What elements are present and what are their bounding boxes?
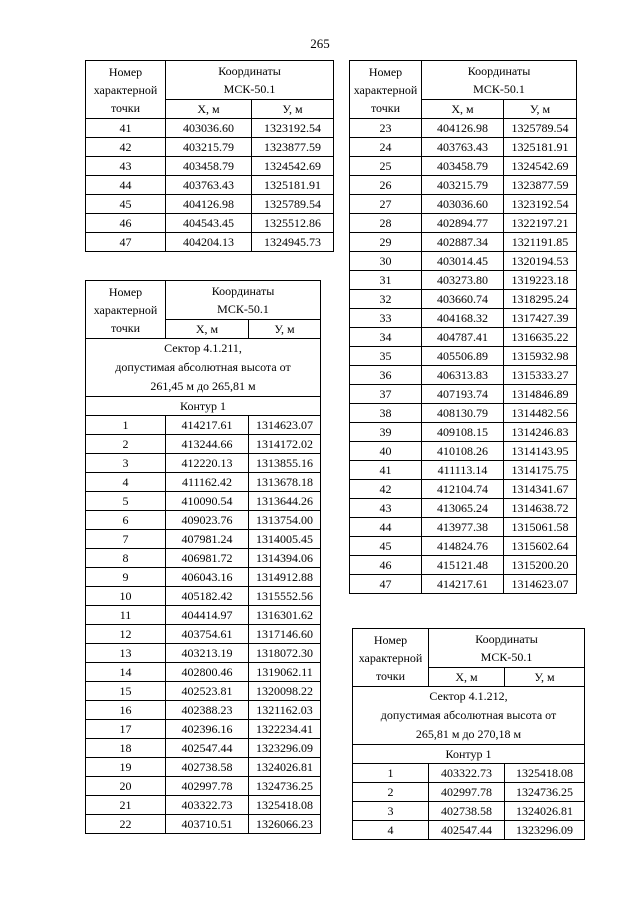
table-row bbox=[86, 157, 334, 176]
y-header: У, м bbox=[504, 100, 577, 119]
coordinates-header: Координаты МСК-50.1 bbox=[422, 61, 577, 100]
point-number-cell: 41 bbox=[86, 119, 166, 138]
table-row bbox=[86, 777, 321, 796]
sector-description: Сектор 4.1.211, допустимая абсолютная высота от 261,45 м до 265,81 м bbox=[86, 339, 321, 397]
x-coordinate-cell: 413977.38 bbox=[422, 518, 504, 537]
y-coordinate-cell: 1315333.27 bbox=[504, 366, 577, 385]
table-row bbox=[350, 119, 577, 138]
x-coordinate-cell: 402887.34 bbox=[422, 233, 504, 252]
x-coordinate-cell: 413065.24 bbox=[422, 499, 504, 518]
point-number-cell: 9 bbox=[86, 568, 166, 587]
table-row bbox=[350, 138, 577, 157]
x-coordinate-cell: 406313.83 bbox=[422, 366, 504, 385]
y-coordinate-cell: 1319062.11 bbox=[249, 663, 321, 682]
table-row bbox=[86, 606, 321, 625]
page-number: 265 bbox=[310, 36, 330, 51]
y-coordinate-cell: 1324026.81 bbox=[249, 758, 321, 777]
x-coordinate-cell: 403215.79 bbox=[166, 138, 252, 157]
x-coordinate-cell: 412220.13 bbox=[166, 454, 249, 473]
x-coordinate-cell: 406043.16 bbox=[166, 568, 249, 587]
table-row bbox=[350, 442, 577, 461]
point-number-cell: 45 bbox=[350, 537, 422, 556]
x-coordinate-cell: 406981.72 bbox=[166, 549, 249, 568]
point-number-cell: 15 bbox=[86, 682, 166, 701]
x-coordinate-cell: 410090.54 bbox=[166, 492, 249, 511]
table-row bbox=[353, 802, 585, 821]
x-coordinate-cell: 403213.19 bbox=[166, 644, 249, 663]
y-coordinate-cell: 1320098.22 bbox=[249, 682, 321, 701]
x-coordinate-cell: 411162.42 bbox=[166, 473, 249, 492]
point-number-cell: 41 bbox=[350, 461, 422, 480]
table-row bbox=[86, 720, 321, 739]
point-number-cell: 27 bbox=[350, 195, 422, 214]
y-coordinate-cell: 1323192.54 bbox=[504, 195, 577, 214]
x-coordinate-cell: 403763.43 bbox=[166, 176, 252, 195]
y-coordinate-cell: 1324542.69 bbox=[252, 157, 334, 176]
x-coordinate-cell: 402738.58 bbox=[166, 758, 249, 777]
coordinates-table-3 bbox=[349, 60, 577, 594]
point-number-cell: 12 bbox=[86, 625, 166, 644]
coordinates-table-1 bbox=[85, 60, 334, 252]
coordinates-table-2 bbox=[85, 280, 321, 834]
y-coordinate-cell: 1321162.03 bbox=[249, 701, 321, 720]
x-coordinate-cell: 403660.74 bbox=[422, 290, 504, 309]
point-number-cell: 8 bbox=[86, 549, 166, 568]
x-coordinate-cell: 403036.60 bbox=[422, 195, 504, 214]
table-row bbox=[86, 701, 321, 720]
point-number-cell: 47 bbox=[86, 233, 166, 252]
x-coordinate-cell: 403710.51 bbox=[166, 815, 249, 834]
x-coordinate-cell: 404168.32 bbox=[422, 309, 504, 328]
y-header: У, м bbox=[505, 668, 585, 687]
point-number-cell: 1 bbox=[86, 416, 166, 435]
table-row bbox=[86, 511, 321, 530]
point-number-cell: 43 bbox=[86, 157, 166, 176]
point-number-cell: 18 bbox=[86, 739, 166, 758]
point-number-cell: 20 bbox=[86, 777, 166, 796]
y-coordinate-cell: 1325512.86 bbox=[252, 214, 334, 233]
coordinates-header: Координаты МСК-50.1 bbox=[166, 61, 334, 100]
x-coordinate-cell: 404204.13 bbox=[166, 233, 252, 252]
point-number-cell: 32 bbox=[350, 290, 422, 309]
y-coordinate-cell: 1325418.08 bbox=[249, 796, 321, 815]
table-row bbox=[350, 404, 577, 423]
x-coordinate-cell: 411113.14 bbox=[422, 461, 504, 480]
y-coordinate-cell: 1324026.81 bbox=[505, 802, 585, 821]
point-number-cell: 35 bbox=[350, 347, 422, 366]
y-coordinate-cell: 1314246.83 bbox=[504, 423, 577, 442]
table-row bbox=[86, 176, 334, 195]
table-row bbox=[350, 518, 577, 537]
table-row bbox=[86, 138, 334, 157]
table-row bbox=[350, 328, 577, 347]
point-number-cell: 4 bbox=[353, 821, 429, 840]
x-header: X, м bbox=[166, 100, 252, 119]
x-coordinate-cell: 403458.79 bbox=[422, 157, 504, 176]
x-coordinate-cell: 402547.44 bbox=[429, 821, 505, 840]
x-coordinate-cell: 403322.73 bbox=[166, 796, 249, 815]
point-number-cell: 2 bbox=[353, 783, 429, 802]
table-row bbox=[86, 815, 321, 834]
point-number-cell: 42 bbox=[350, 480, 422, 499]
point-number-cell: 44 bbox=[350, 518, 422, 537]
table-row bbox=[350, 537, 577, 556]
table-row bbox=[86, 473, 321, 492]
point-number-cell: 11 bbox=[86, 606, 166, 625]
table-row bbox=[353, 783, 585, 802]
table-row bbox=[350, 556, 577, 575]
x-coordinate-cell: 404126.98 bbox=[422, 119, 504, 138]
point-number-cell: 19 bbox=[86, 758, 166, 777]
y-coordinate-cell: 1323877.59 bbox=[504, 176, 577, 195]
y-coordinate-cell: 1319223.18 bbox=[504, 271, 577, 290]
y-coordinate-cell: 1313678.18 bbox=[249, 473, 321, 492]
point-number-header: Номер характерной точки bbox=[350, 61, 422, 119]
table-row bbox=[350, 575, 577, 594]
table-row bbox=[350, 195, 577, 214]
y-coordinate-cell: 1317427.39 bbox=[504, 309, 577, 328]
point-number-cell: 7 bbox=[86, 530, 166, 549]
table-row bbox=[86, 195, 334, 214]
x-coordinate-cell: 403215.79 bbox=[422, 176, 504, 195]
y-header: У, м bbox=[249, 320, 321, 339]
x-coordinate-cell: 407981.24 bbox=[166, 530, 249, 549]
point-number-cell: 24 bbox=[350, 138, 422, 157]
point-number-cell: 16 bbox=[86, 701, 166, 720]
y-coordinate-cell: 1324945.73 bbox=[252, 233, 334, 252]
y-coordinate-cell: 1324736.25 bbox=[249, 777, 321, 796]
y-coordinate-cell: 1315200.20 bbox=[504, 556, 577, 575]
table-row bbox=[350, 366, 577, 385]
y-coordinate-cell: 1323877.59 bbox=[252, 138, 334, 157]
point-number-header: Номер характерной точки bbox=[86, 281, 166, 339]
point-number-header: Номер характерной точки bbox=[86, 61, 166, 119]
table-row bbox=[350, 309, 577, 328]
table-row bbox=[86, 758, 321, 777]
y-coordinate-cell: 1325181.91 bbox=[504, 138, 577, 157]
table-row bbox=[86, 625, 321, 644]
table-row bbox=[86, 682, 321, 701]
y-coordinate-cell: 1315061.58 bbox=[504, 518, 577, 537]
x-coordinate-cell: 402997.78 bbox=[166, 777, 249, 796]
table-row bbox=[86, 663, 321, 682]
y-coordinate-cell: 1314912.88 bbox=[249, 568, 321, 587]
x-coordinate-cell: 403322.73 bbox=[429, 764, 505, 783]
point-number-cell: 10 bbox=[86, 587, 166, 606]
y-coordinate-cell: 1322197.21 bbox=[504, 214, 577, 233]
x-coordinate-cell: 403014.45 bbox=[422, 252, 504, 271]
y-coordinate-cell: 1314005.45 bbox=[249, 530, 321, 549]
y-coordinate-cell: 1326066.23 bbox=[249, 815, 321, 834]
x-coordinate-cell: 414217.61 bbox=[166, 416, 249, 435]
y-coordinate-cell: 1313754.00 bbox=[249, 511, 321, 530]
x-coordinate-cell: 414217.61 bbox=[422, 575, 504, 594]
y-coordinate-cell: 1324542.69 bbox=[504, 157, 577, 176]
y-coordinate-cell: 1316635.22 bbox=[504, 328, 577, 347]
point-number-cell: 37 bbox=[350, 385, 422, 404]
point-number-cell: 46 bbox=[86, 214, 166, 233]
table-row bbox=[86, 530, 321, 549]
y-coordinate-cell: 1313855.16 bbox=[249, 454, 321, 473]
point-number-cell: 22 bbox=[86, 815, 166, 834]
x-coordinate-cell: 409023.76 bbox=[166, 511, 249, 530]
table-row bbox=[353, 821, 585, 840]
x-coordinate-cell: 403754.61 bbox=[166, 625, 249, 644]
coordinates-header: Координаты МСК-50.1 bbox=[429, 629, 585, 668]
table-row bbox=[350, 157, 577, 176]
point-number-cell: 1 bbox=[353, 764, 429, 783]
point-number-cell: 25 bbox=[350, 157, 422, 176]
y-header: У, м bbox=[252, 100, 334, 119]
y-coordinate-cell: 1314482.56 bbox=[504, 404, 577, 423]
y-coordinate-cell: 1314623.07 bbox=[249, 416, 321, 435]
x-coordinate-cell: 403458.79 bbox=[166, 157, 252, 176]
y-coordinate-cell: 1320194.53 bbox=[504, 252, 577, 271]
x-header: X, м bbox=[166, 320, 249, 339]
y-coordinate-cell: 1314175.75 bbox=[504, 461, 577, 480]
y-coordinate-cell: 1323296.09 bbox=[249, 739, 321, 758]
table-row bbox=[350, 271, 577, 290]
x-coordinate-cell: 402547.44 bbox=[166, 739, 249, 758]
y-coordinate-cell: 1325418.08 bbox=[505, 764, 585, 783]
x-coordinate-cell: 403036.60 bbox=[166, 119, 252, 138]
x-coordinate-cell: 402997.78 bbox=[429, 783, 505, 802]
table-row bbox=[350, 252, 577, 271]
y-coordinate-cell: 1314172.02 bbox=[249, 435, 321, 454]
y-coordinate-cell: 1315552.56 bbox=[249, 587, 321, 606]
x-header: X, м bbox=[429, 668, 505, 687]
table-row bbox=[86, 119, 334, 138]
point-number-cell: 3 bbox=[353, 802, 429, 821]
table-row bbox=[86, 416, 321, 435]
point-number-cell: 46 bbox=[350, 556, 422, 575]
point-number-cell: 14 bbox=[86, 663, 166, 682]
y-coordinate-cell: 1322234.41 bbox=[249, 720, 321, 739]
y-coordinate-cell: 1323296.09 bbox=[505, 821, 585, 840]
x-coordinate-cell: 407193.74 bbox=[422, 385, 504, 404]
y-coordinate-cell: 1314143.95 bbox=[504, 442, 577, 461]
x-coordinate-cell: 402388.23 bbox=[166, 701, 249, 720]
point-number-cell: 26 bbox=[350, 176, 422, 195]
table-row bbox=[350, 347, 577, 366]
x-coordinate-cell: 402523.81 bbox=[166, 682, 249, 701]
contour-label: Контур 1 bbox=[353, 745, 585, 764]
table-row bbox=[350, 290, 577, 309]
y-coordinate-cell: 1315932.98 bbox=[504, 347, 577, 366]
table-row bbox=[86, 568, 321, 587]
x-coordinate-cell: 408130.79 bbox=[422, 404, 504, 423]
point-number-cell: 23 bbox=[350, 119, 422, 138]
y-coordinate-cell: 1314846.89 bbox=[504, 385, 577, 404]
y-coordinate-cell: 1318295.24 bbox=[504, 290, 577, 309]
table-row bbox=[350, 214, 577, 233]
table-row bbox=[86, 796, 321, 815]
point-number-cell: 3 bbox=[86, 454, 166, 473]
point-number-cell: 39 bbox=[350, 423, 422, 442]
table-row bbox=[353, 764, 585, 783]
y-coordinate-cell: 1313644.26 bbox=[249, 492, 321, 511]
table-row bbox=[350, 499, 577, 518]
x-coordinate-cell: 405506.89 bbox=[422, 347, 504, 366]
x-coordinate-cell: 402894.77 bbox=[422, 214, 504, 233]
table-row bbox=[350, 480, 577, 499]
point-number-cell: 4 bbox=[86, 473, 166, 492]
x-coordinate-cell: 414824.76 bbox=[422, 537, 504, 556]
table-row bbox=[350, 233, 577, 252]
point-number-header: Номер характерной точки bbox=[353, 629, 429, 687]
x-coordinate-cell: 403763.43 bbox=[422, 138, 504, 157]
y-coordinate-cell: 1325789.54 bbox=[252, 195, 334, 214]
coordinates-header: Координаты МСК-50.1 bbox=[166, 281, 321, 320]
y-coordinate-cell: 1325789.54 bbox=[504, 119, 577, 138]
point-number-cell: 17 bbox=[86, 720, 166, 739]
y-coordinate-cell: 1317146.60 bbox=[249, 625, 321, 644]
table-row bbox=[86, 644, 321, 663]
x-coordinate-cell: 409108.15 bbox=[422, 423, 504, 442]
table-row bbox=[86, 587, 321, 606]
y-coordinate-cell: 1314638.72 bbox=[504, 499, 577, 518]
point-number-cell: 30 bbox=[350, 252, 422, 271]
point-number-cell: 6 bbox=[86, 511, 166, 530]
point-number-cell: 29 bbox=[350, 233, 422, 252]
y-coordinate-cell: 1314394.06 bbox=[249, 549, 321, 568]
contour-label: Контур 1 bbox=[86, 397, 321, 416]
coordinates-table-4 bbox=[352, 628, 585, 840]
x-header: X, м bbox=[422, 100, 504, 119]
point-number-cell: 45 bbox=[86, 195, 166, 214]
table-row bbox=[86, 492, 321, 511]
x-coordinate-cell: 402800.46 bbox=[166, 663, 249, 682]
x-coordinate-cell: 412104.74 bbox=[422, 480, 504, 499]
point-number-cell: 36 bbox=[350, 366, 422, 385]
point-number-cell: 38 bbox=[350, 404, 422, 423]
point-number-cell: 47 bbox=[350, 575, 422, 594]
table-row bbox=[86, 549, 321, 568]
y-coordinate-cell: 1315602.64 bbox=[504, 537, 577, 556]
table-row bbox=[350, 461, 577, 480]
y-coordinate-cell: 1316301.62 bbox=[249, 606, 321, 625]
y-coordinate-cell: 1318072.30 bbox=[249, 644, 321, 663]
table-row bbox=[350, 176, 577, 195]
point-number-cell: 5 bbox=[86, 492, 166, 511]
y-coordinate-cell: 1321191.85 bbox=[504, 233, 577, 252]
x-coordinate-cell: 402396.16 bbox=[166, 720, 249, 739]
point-number-cell: 44 bbox=[86, 176, 166, 195]
point-number-cell: 40 bbox=[350, 442, 422, 461]
x-coordinate-cell: 413244.66 bbox=[166, 435, 249, 454]
point-number-cell: 34 bbox=[350, 328, 422, 347]
point-number-cell: 42 bbox=[86, 138, 166, 157]
y-coordinate-cell: 1314341.67 bbox=[504, 480, 577, 499]
table-row bbox=[86, 233, 334, 252]
table-row bbox=[86, 454, 321, 473]
point-number-cell: 21 bbox=[86, 796, 166, 815]
y-coordinate-cell: 1314623.07 bbox=[504, 575, 577, 594]
point-number-cell: 13 bbox=[86, 644, 166, 663]
x-coordinate-cell: 415121.48 bbox=[422, 556, 504, 575]
x-coordinate-cell: 404543.45 bbox=[166, 214, 252, 233]
sector-description: Сектор 4.1.212, допустимая абсолютная высота от 265,81 м до 270,18 м bbox=[353, 687, 585, 745]
x-coordinate-cell: 410108.26 bbox=[422, 442, 504, 461]
table-row bbox=[350, 385, 577, 404]
point-number-cell: 43 bbox=[350, 499, 422, 518]
table-row bbox=[86, 435, 321, 454]
x-coordinate-cell: 404787.41 bbox=[422, 328, 504, 347]
x-coordinate-cell: 404414.97 bbox=[166, 606, 249, 625]
table-row bbox=[350, 423, 577, 442]
table-row bbox=[86, 214, 334, 233]
x-coordinate-cell: 405182.42 bbox=[166, 587, 249, 606]
point-number-cell: 33 bbox=[350, 309, 422, 328]
x-coordinate-cell: 402738.58 bbox=[429, 802, 505, 821]
point-number-cell: 28 bbox=[350, 214, 422, 233]
table-row bbox=[86, 739, 321, 758]
y-coordinate-cell: 1323192.54 bbox=[252, 119, 334, 138]
x-coordinate-cell: 403273.80 bbox=[422, 271, 504, 290]
point-number-cell: 2 bbox=[86, 435, 166, 454]
y-coordinate-cell: 1325181.91 bbox=[252, 176, 334, 195]
y-coordinate-cell: 1324736.25 bbox=[505, 783, 585, 802]
x-coordinate-cell: 404126.98 bbox=[166, 195, 252, 214]
point-number-cell: 31 bbox=[350, 271, 422, 290]
